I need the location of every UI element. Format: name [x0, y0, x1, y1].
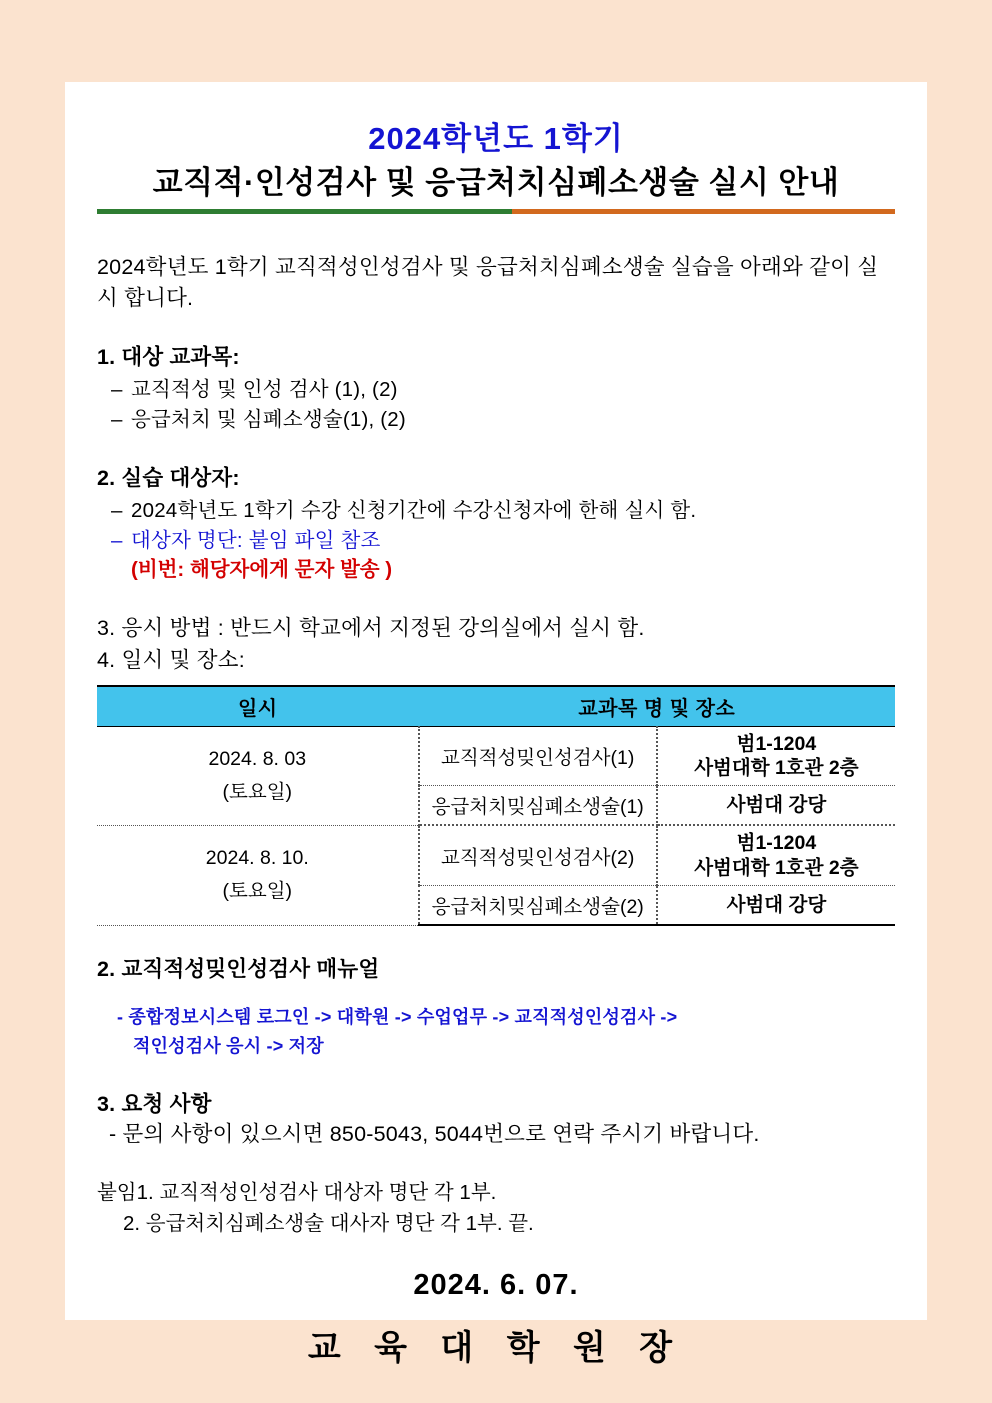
cell-date-1-line2: (토요일): [222, 780, 293, 803]
intro-paragraph: 2024학년도 1학기 교직적성인성검사 및 응급처치심폐소생술 실습을 아래와 같이 실시 합니다.: [97, 255, 879, 311]
cell-place: 사범대 강당: [657, 886, 895, 926]
page-title-line1: 2024학년도 1학기: [368, 121, 624, 156]
manual-heading: 2. 교직적성밎인성검사 매뉴얼: [97, 957, 380, 982]
dash-icon: –: [111, 378, 123, 402]
list-item: [97, 526, 895, 556]
section-2-list: [97, 496, 895, 555]
section-3-line: 3. 응시 방법 : 반드시 학교에서 지정된 강의실에서 실시 함.: [97, 616, 645, 641]
document-body: [65, 82, 927, 1369]
dash-icon: –: [111, 498, 123, 522]
dash-icon: –: [111, 528, 123, 552]
section-request: [97, 1087, 895, 1150]
cell-place: [657, 726, 895, 786]
section-1-heading: [97, 340, 895, 371]
manual-steps: [97, 1003, 895, 1061]
section-2-title: 실습 대상자:: [121, 465, 240, 490]
cell-place-line1: 범1-1204: [736, 732, 817, 755]
cell-place-line2: 사범대학 1호관 2층: [694, 756, 859, 779]
signer-title: 교 육 대 학 원 장: [307, 1329, 685, 1368]
section-4-line: 4. 일시 및 장소:: [97, 648, 245, 673]
title-block: [97, 82, 895, 214]
column-header-date: 일시: [97, 686, 419, 727]
attachment-line-2: 2. 응급처치심폐소생술 대사자 명단 각 1부. 끝.: [123, 1211, 534, 1235]
table-row: [97, 726, 895, 786]
schedule-table: [97, 685, 895, 927]
list-item: [97, 375, 895, 405]
cell-subject: 교직적성밎인성검사(1): [419, 726, 657, 786]
table-header-row: [97, 686, 895, 727]
request-contact-line: - 문의 사항이 있으시면 850-5043, 5044번으로 연락 주시기 바랍니다.: [109, 1121, 760, 1146]
cell-date-2-line2: (토요일): [222, 880, 293, 903]
dash-icon: –: [111, 408, 123, 432]
list-item-label: 대상자 명단: 붙임 파일 참조: [131, 528, 381, 552]
section-manual: [97, 952, 895, 1061]
section-2-heading: [97, 461, 895, 492]
attachment-line-1: 붙임1. 교직적성인성검사 대상자 명단 각 1부.: [97, 1180, 497, 1204]
issue-date: 2024. 6. 07.: [413, 1269, 579, 1302]
section-1-number: 1.: [97, 345, 116, 370]
list-item: [97, 496, 895, 526]
section-1-title: 대상 교과목:: [121, 345, 240, 370]
section-2-number: 2.: [97, 465, 116, 490]
document-page: [65, 82, 927, 1368]
request-heading: 3. 요청 사항: [97, 1091, 212, 1116]
section-1-list: [97, 375, 895, 434]
column-header-subject-place: 교과목 명 및 장소: [419, 686, 895, 727]
cell-place-line2: 사범대학 1호관 2층: [694, 856, 859, 879]
cell-subject: 응급처치밎심폐소생술(1): [419, 786, 657, 826]
title-divider: [97, 209, 895, 214]
divider-green-segment: [97, 209, 512, 214]
page-title-line2: 교직적·인성검사 및 응급처치심폐소생술 실시 안내: [152, 164, 840, 200]
cell-date-2-line1: 2024. 8. 10.: [205, 847, 309, 869]
list-item-label: 2024학년도 1학기 수강 신청기간에 수강신청자에 한해 실시 함.: [131, 498, 697, 522]
section-target-courses: [97, 340, 895, 434]
cell-date-2: [97, 825, 419, 925]
cell-date-1-line1: 2024. 8. 03: [208, 747, 307, 770]
section-method-and-schedule: [97, 612, 895, 926]
cell-place-line1: 범1-1204: [736, 832, 817, 855]
cell-subject: 응급처치밎심폐소생술(2): [419, 886, 657, 926]
table-row: [97, 825, 895, 885]
list-item-label: 교직적성 및 인성 검사 (1), (2): [131, 378, 398, 402]
divider-orange-segment: [512, 209, 895, 214]
section-participants: [97, 461, 895, 586]
password-note: (비번: 해당자에게 문자 발송 ): [131, 558, 393, 582]
manual-step-line2: 적인성검사 응시 -> 저장: [133, 1035, 324, 1056]
manual-step-line1: - 종합정보시스템 로그인 -> 대학원 -> 수업업무 -> 교직적성인성검사 ->: [117, 1007, 678, 1028]
cell-date-1: [97, 726, 419, 825]
cell-place: 사범대 강당: [657, 786, 895, 826]
cell-place: [657, 825, 895, 885]
list-item-label: 응급처치 및 심폐소생술(1), (2): [131, 408, 406, 432]
cell-subject: 교직적성밎인성검사(2): [419, 825, 657, 885]
list-item: [97, 405, 895, 435]
attachments-block: [97, 1178, 895, 1240]
